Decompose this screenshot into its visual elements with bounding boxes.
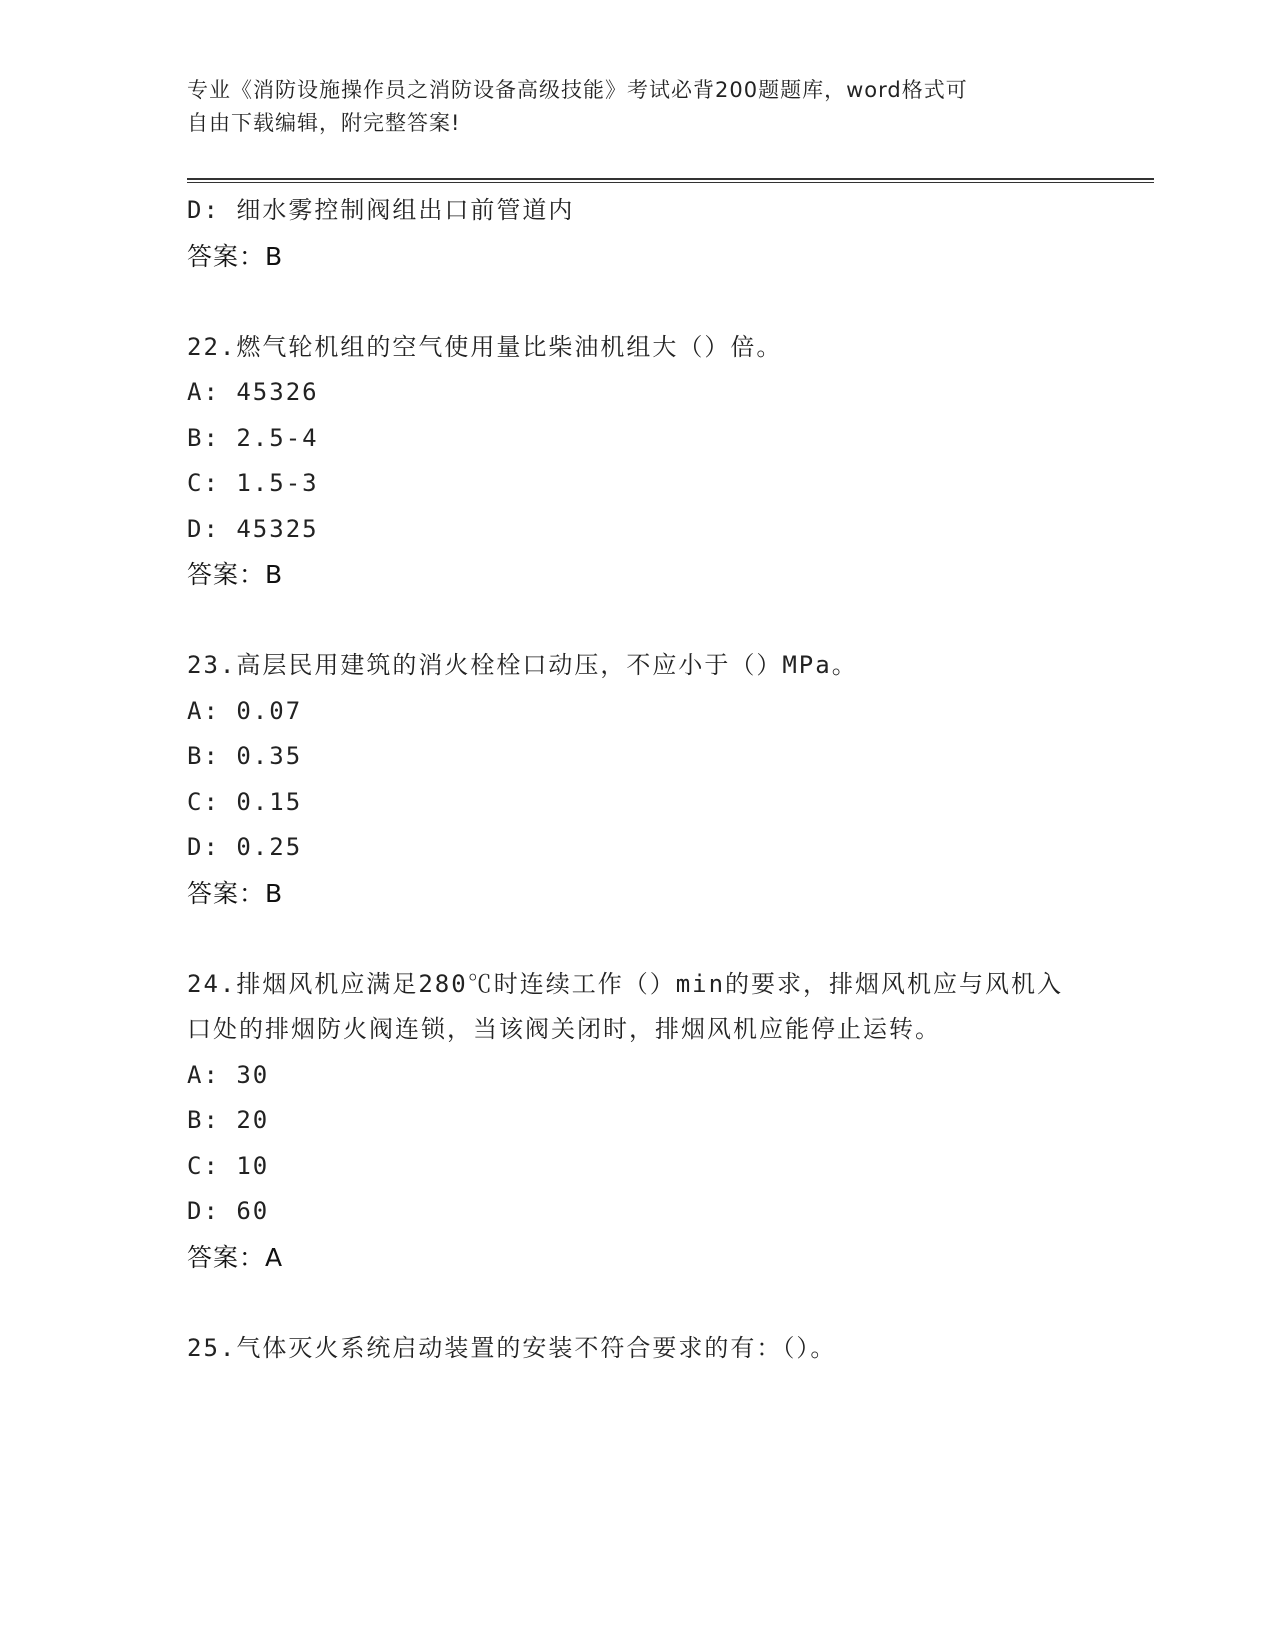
question-stem: 22.燃气轮机组的空气使用量比柴油机组大（）倍。 <box>187 332 783 361</box>
question-list <box>187 188 1087 1371</box>
question-block-25 <box>187 1326 1087 1372</box>
header-divider <box>187 178 1154 183</box>
spacer <box>187 279 1087 325</box>
answer-line: 答案：A <box>187 1242 284 1272</box>
document-header <box>187 74 1067 140</box>
option-c: C: 0.15 <box>187 787 303 816</box>
option-a: A: 45326 <box>187 378 319 406</box>
option-a: A: 30 <box>187 1060 270 1089</box>
spacer <box>187 916 1087 962</box>
spacer <box>187 1280 1087 1326</box>
option-d: D: 细水雾控制阀组出口前管道内 <box>187 196 575 224</box>
question-block-21 <box>187 188 1087 279</box>
question-block-23 <box>187 643 1087 916</box>
option-d: D: 0.25 <box>187 833 303 861</box>
question-stem: 24.排烟风机应满足280℃时连续工作（）min的要求，排烟风机应与风机入口处的排烟防火阀连锁，当该阀关闭时，排烟风机应能停止运转。 <box>187 969 1064 1043</box>
question-block-22 <box>187 325 1087 598</box>
option-b: B: 2.5-4 <box>187 423 319 452</box>
option-d: D: 60 <box>187 1197 270 1225</box>
option-c: C: 1.5-3 <box>187 469 319 497</box>
question-block-24 <box>187 962 1087 1281</box>
option-b: B: 0.35 <box>187 742 303 770</box>
question-stem: 25.气体灭火系统启动装置的安装不符合要求的有：（）。 <box>187 1333 837 1362</box>
header-line-2: 自由下载编辑，附完整答案! <box>187 111 461 135</box>
option-c: C: 10 <box>187 1151 270 1180</box>
header-line-1: 专业《消防设施操作员之消防设备高级技能》考试必背200题题库，word格式可 <box>187 78 968 102</box>
spacer <box>187 598 1087 644</box>
answer-line: 答案：B <box>187 241 284 271</box>
answer-line: 答案：B <box>187 560 284 589</box>
option-a: A: 0.07 <box>187 696 303 725</box>
option-d: D: 45325 <box>187 514 319 543</box>
option-b: B: 20 <box>187 1106 270 1134</box>
question-stem: 23.高层民用建筑的消火栓栓口动压，不应小于（）MPa。 <box>187 651 858 679</box>
answer-line: 答案：B <box>187 878 284 908</box>
